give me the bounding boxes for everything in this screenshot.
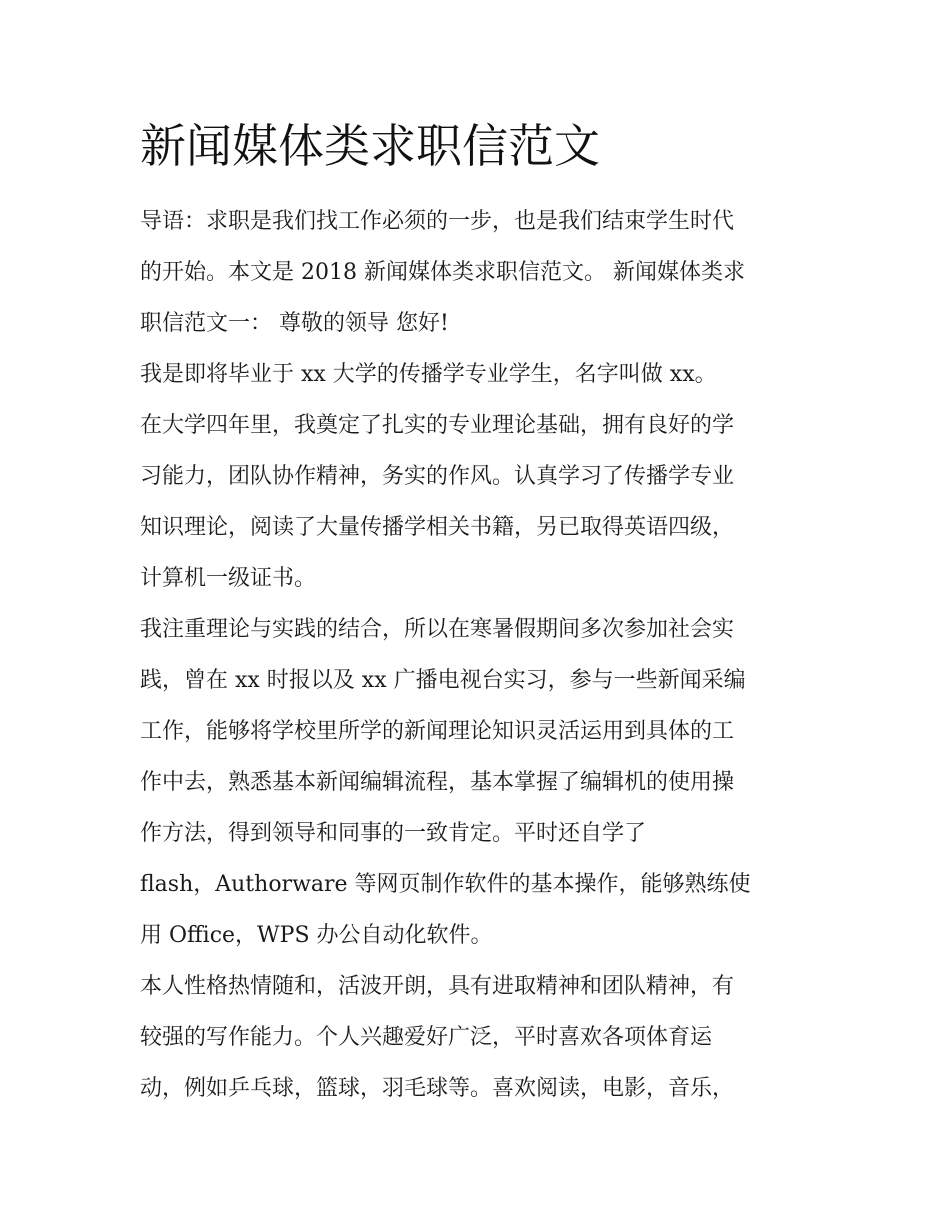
body-line: 本人性格热情随和，活波开朗，具有进取精神和团队精神，有 xyxy=(140,974,735,999)
body-line: 导语：求职是我们找工作必须的一步，也是我们结束学生时代 xyxy=(140,209,735,234)
document-title: 新闻媒体类求职信范文 xyxy=(140,119,600,173)
body-line: flash，Authorware 等网页制作软件的基本操作，能够熟练使 xyxy=(140,872,751,897)
body-line: 知识理论，阅读了大量传播学相关书籍，另已取得英语四级， xyxy=(140,515,735,540)
body-line: 的开始。本文是 2018 新闻媒体类求职信范文。 新闻媒体类求 xyxy=(140,260,745,285)
body-line: 职信范文一： 尊敬的领导 您好! xyxy=(140,311,449,336)
body-line: 计算机一级证书。 xyxy=(140,566,317,591)
body-line: 作中去，熟悉基本新闻编辑流程，基本掌握了编辑机的使用操 xyxy=(140,770,735,795)
body-line: 在大学四年里，我奠定了扎实的专业理论基础，拥有良好的学 xyxy=(140,413,735,438)
body-line: 践，曾在 xx 时报以及 xx 广播电视台实习，参与一些新闻采编 xyxy=(140,668,746,693)
body-line: 用 Office，WPS 办公自动化软件。 xyxy=(140,923,493,948)
body-line: 我注重理论与实践的结合，所以在寒暑假期间多次参加社会实 xyxy=(140,617,735,642)
body-line: 作方法，得到领导和同事的一致肯定。平时还自学了 xyxy=(140,821,647,846)
body-line: 我是即将毕业于 xx 大学的传播学专业学生，名字叫做 xx。 xyxy=(140,362,717,387)
body-line: 动，例如乒乓球，篮球，羽毛球等。喜欢阅读，电影，音乐， xyxy=(140,1076,735,1101)
body-line: 较强的写作能力。个人兴趣爱好广泛，平时喜欢各项体育运 xyxy=(140,1025,713,1050)
body-line: 习能力，团队协作精神，务实的作风。认真学习了传播学专业 xyxy=(140,464,735,489)
body-line: 工作，能够将学校里所学的新闻理论知识灵活运用到具体的工 xyxy=(140,719,735,744)
document-body xyxy=(140,196,820,1114)
